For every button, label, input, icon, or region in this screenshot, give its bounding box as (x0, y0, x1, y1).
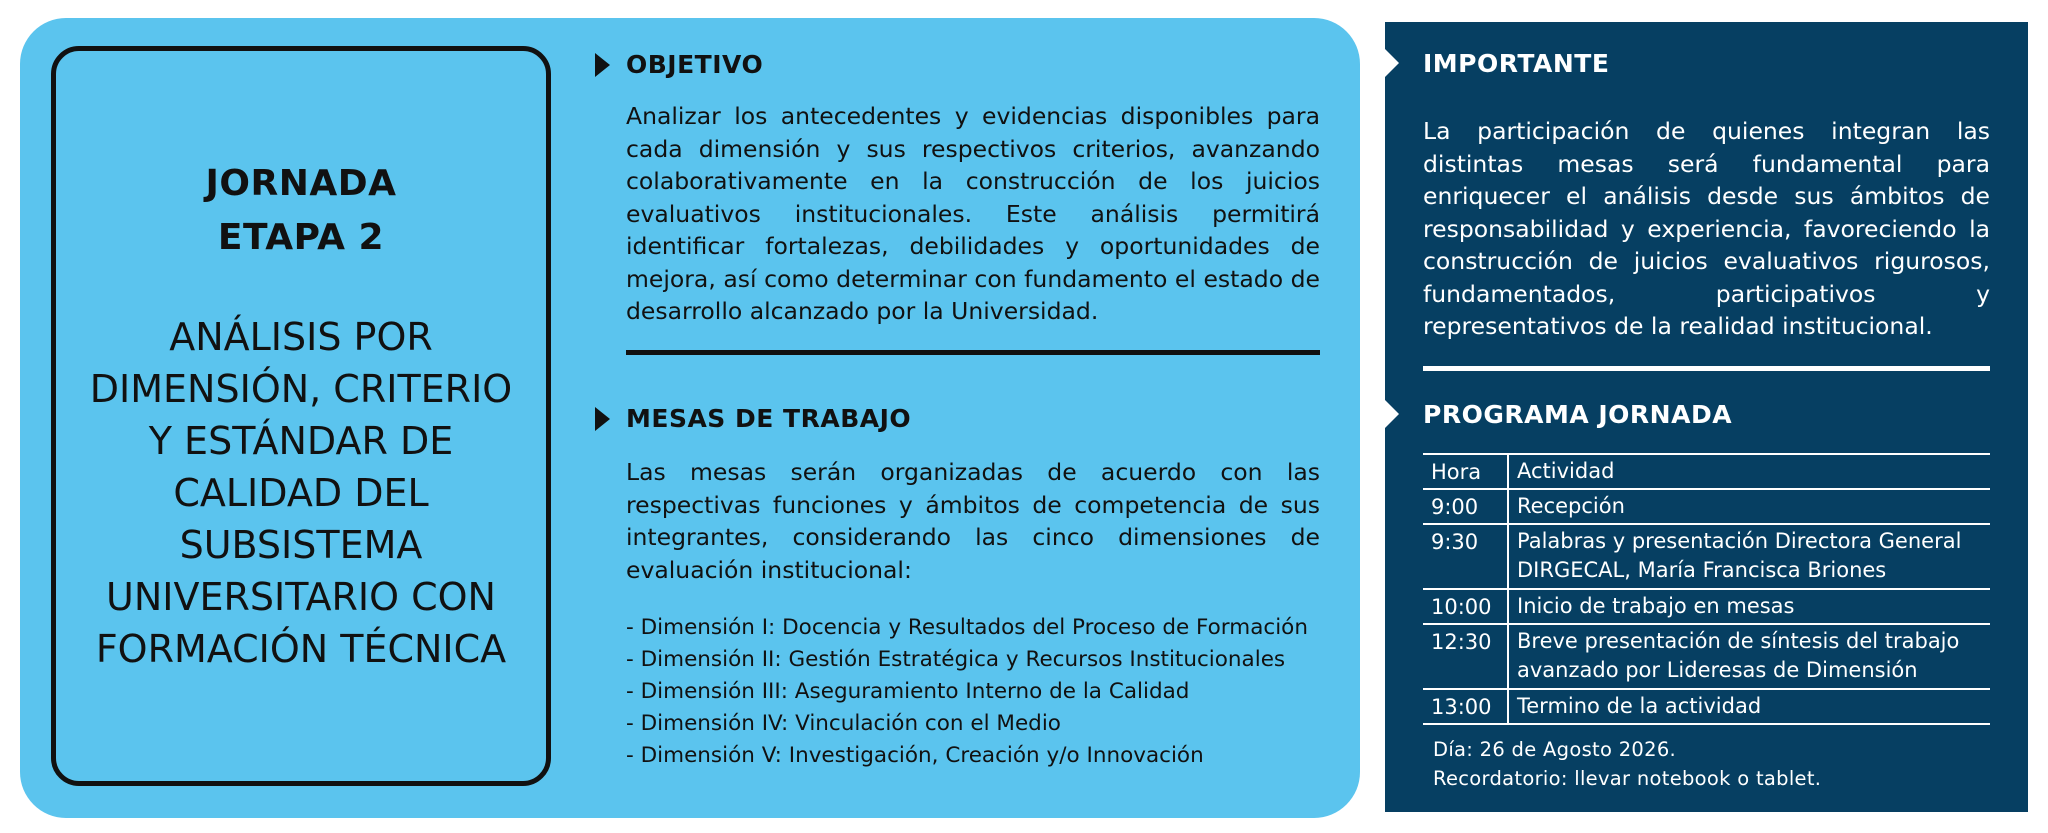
table-row (1423, 589, 1990, 624)
reminder-text: Recordatorio: llevar notebook o tablet. (1433, 767, 1822, 790)
arrow-right-icon (595, 407, 610, 431)
objetivo-text: Analizar los antecedentes y evidencias disponibles para cada dimensión y sus respectivos criterios, avanzando colaborativamente en la construcción de los juicios evaluativos institucionales. Este análisis permitirá identificar fortalezas, debilidades y oportunidades de mejora, así como determinar con fundamento el estado de desarrollo alcanzado por la Universidad. (626, 102, 1320, 325)
notch-arrow-icon (1385, 400, 1399, 428)
table-row (1423, 689, 1990, 724)
subtitle-line: ANÁLISIS POR (169, 315, 433, 359)
cell-actividad: Termino de la actividad (1508, 689, 1990, 724)
list-item: - Dimensión IV: Vinculación con el Medio (626, 711, 1061, 736)
title-line-1: JORNADA (205, 163, 397, 204)
list-item: - Dimensión V: Investigación, Creación y/o Innovación (626, 743, 1204, 768)
cell-actividad: Palabras y presentación Directora General DIRGECAL, María Francisca Briones (1508, 524, 1990, 589)
mesas-section (595, 404, 1320, 772)
title-box (51, 46, 551, 786)
subtitle-line: SUBSISTEMA (179, 523, 423, 567)
event-subtitle (90, 311, 512, 675)
dimension-list (626, 612, 1320, 772)
cell-actividad: Inicio de trabajo en mesas (1508, 589, 1990, 624)
event-title (206, 157, 397, 265)
cell-actividad: Recepción (1508, 489, 1990, 524)
subtitle-line: Y ESTÁNDAR DE (148, 419, 454, 463)
list-item: - Dimensión III: Aseguramiento Interno de la Calidad (626, 679, 1190, 704)
schedule-table (1423, 453, 1990, 725)
subtitle-line: CALIDAD DEL (173, 471, 429, 515)
notch-arrow-icon (1385, 49, 1399, 77)
mesas-heading: MESAS DE TRABAJO (595, 404, 1320, 434)
column-header-actividad: Actividad (1508, 454, 1990, 489)
cell-hora: 13:00 (1423, 689, 1508, 724)
table-header-row (1423, 454, 1990, 489)
cell-actividad: Breve presentación de síntesis del trabajo avanzado por Lideresas de Dimensión (1508, 624, 1990, 689)
table-row (1423, 624, 1990, 689)
table-row (1423, 489, 1990, 524)
section-divider (1423, 366, 1990, 371)
column-header-hora: Hora (1423, 454, 1508, 489)
right-panel (1385, 22, 2028, 812)
cell-hora: 10:00 (1423, 589, 1508, 624)
objetivo-section (595, 50, 1320, 355)
title-line-2: ETAPA 2 (217, 217, 385, 258)
subtitle-line: DIMENSIÓN, CRITERIO (89, 367, 513, 411)
section-divider (626, 350, 1320, 355)
importante-text: La participación de quienes integran las distintas mesas será fundamental para enriquecer el análisis desde sus ámbitos de responsabilidad y experiencia, favoreciendo la construcción de juicios evaluativos rigurosos, fundamentados, participativos y representativos de la realidad institucional. (1423, 117, 1990, 340)
list-item: - Dimensión II: Gestión Estratégica y Recursos Institucionales (626, 647, 1286, 672)
programa-heading: PROGRAMA JORNADA (1423, 400, 1733, 429)
left-panel (20, 18, 1360, 818)
importante-heading: IMPORTANTE (1423, 49, 1610, 78)
cell-hora: 9:00 (1423, 489, 1508, 524)
subtitle-line: UNIVERSITARIO CON (106, 575, 496, 619)
mesas-text: Las mesas serán organizadas de acuerdo con las respectivas funciones y ámbitos de competencia de sus integrantes, considerando las cinco dimensiones de evaluación institucional: (626, 458, 1320, 584)
objetivo-heading: OBJETIVO (595, 50, 1320, 80)
cell-hora: 12:30 (1423, 624, 1508, 689)
event-date: Día: 26 de Agosto 2026. (1433, 738, 1677, 761)
list-item: - Dimensión I: Docencia y Resultados del Proceso de Formación (626, 615, 1308, 640)
table-row (1423, 524, 1990, 589)
cell-hora: 9:30 (1423, 524, 1508, 589)
subtitle-line: FORMACIÓN TÉCNICA (95, 627, 507, 671)
arrow-right-icon (595, 53, 610, 77)
